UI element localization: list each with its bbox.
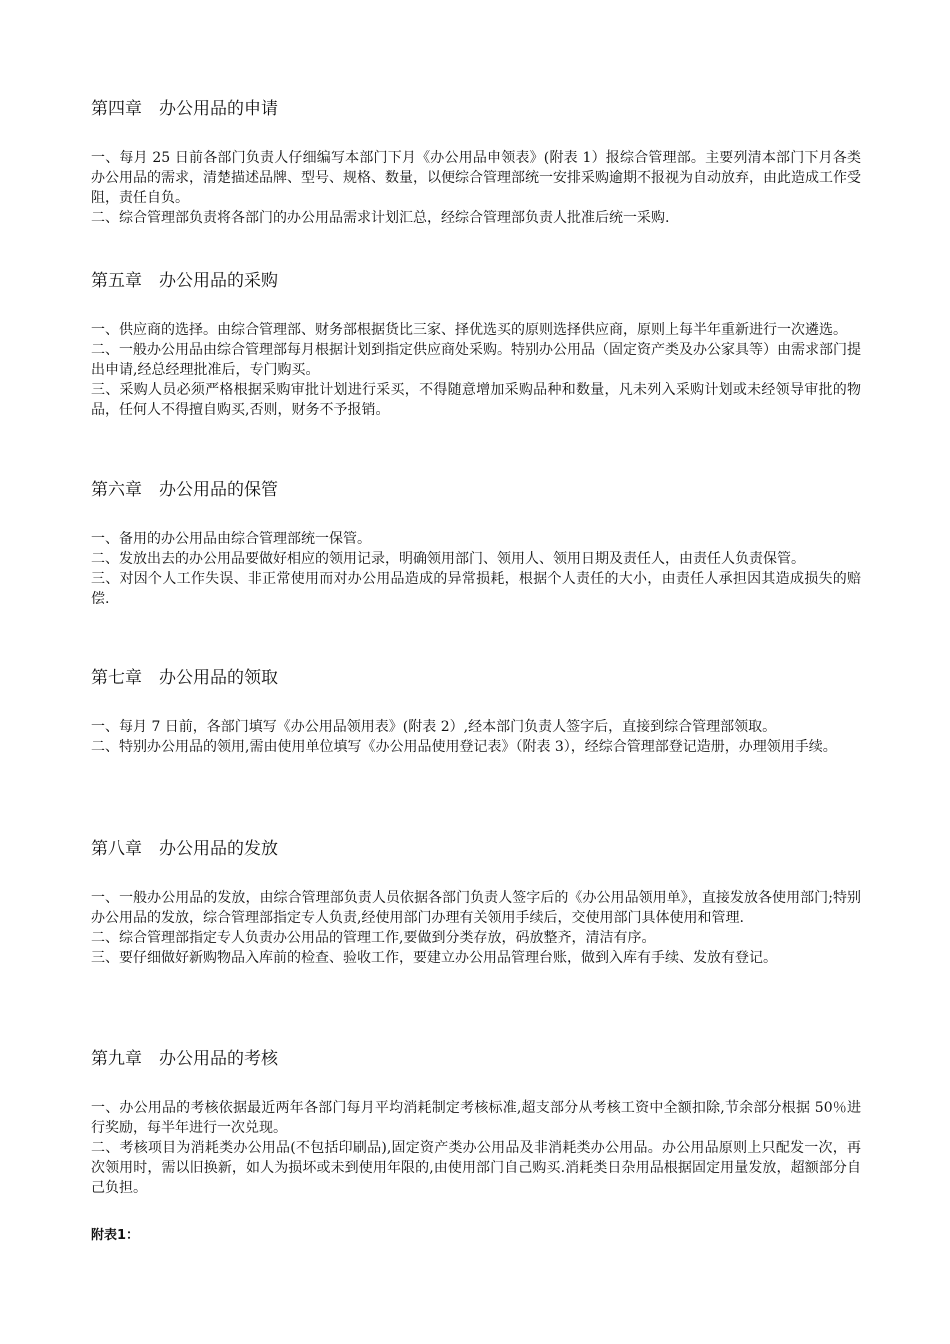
chapter-title: 第五章 办公用品的采购: [91, 271, 278, 291]
paragraph: 三、对因个人工作失误、非正常使用而对办公用品造成的异常损耗，根据个人责任的大小，由责任人承担因其造成损失的赔偿.: [91, 571, 861, 607]
paragraph: 一、每月 7 日前，各部门填写《办公用品领用表》(附表 2）,经本部门负责人签字后，直接到综合管理部领取。: [91, 719, 777, 735]
paragraph: 二、特别办公用品的领用,需由使用单位填写《办公用品使用登记表》（附表 3），经综合管理部登记造册，办理领用手续。: [91, 739, 837, 755]
paragraph: 一、一般办公用品的发放，由综合管理部负责人员依据各部门负责人签字后的《办公用品领用单》，直接发放各使用部门;特别办公用品的发放，综合管理部指定专人负责,经使用部门办理有关领用手续后，交使用部门具体使用和管理.: [91, 890, 861, 926]
chapter-body: [91, 148, 861, 228]
chapter-9: [91, 1048, 861, 1198]
paragraph: 一、供应商的选择。由综合管理部、财务部根据货比三家、择优选买的原则选择供应商，原则上每半年重新进行一次遴选。: [91, 322, 847, 338]
chapter-title: 第九章 办公用品的考核: [91, 1049, 278, 1069]
chapter-body: [91, 320, 861, 420]
chapter-title: 第八章 办公用品的发放: [91, 839, 278, 859]
chapter-body: [91, 888, 861, 968]
chapter-body: [91, 1098, 861, 1198]
paragraph: 二、发放出去的办公用品要做好相应的领用记录，明确领用部门、领用人、领用日期及责任人，由责任人负责保管。: [91, 551, 805, 567]
chapter-7: [91, 667, 861, 757]
chapter-4: [91, 98, 861, 228]
paragraph: 一、每月 25 日前各部门负责人仔细编写本部门下月《办公用品申领表》(附表 1）报综合管理部。主要列清本部门下月各类办公用品的需求，清楚描述品牌、型号、规格、数量，以便综合管理部统一安排采购逾期不报视为自动放弃，由此造成工作受阻，责任自负。: [91, 150, 861, 206]
paragraph: 二、一般办公用品由综合管理部每月根据计划到指定供应商处采购。特别办公用品（固定资产类及办公家具等）由需求部门提出申请,经总经理批准后，专门购买。: [91, 342, 861, 378]
paragraph: 一、办公用品的考核依据最近两年各部门每月平均消耗制定考核标准,超支部分从考核工资中全额扣除,节余部分根据 50％进行奖励，每半年进行一次兑现。: [91, 1100, 861, 1136]
chapter-body: [91, 717, 861, 757]
paragraph: 一、备用的办公用品由综合管理部统一保管。: [91, 531, 371, 547]
chapter-title: 第七章 办公用品的领取: [91, 668, 278, 688]
paragraph: 三、要仔细做好新购物品入库前的检查、验收工作，要建立办公用品管理台账，做到入库有手续、发放有登记。: [91, 950, 777, 966]
chapter-title: 第六章 办公用品的保管: [91, 480, 278, 500]
chapter-6: [91, 479, 861, 609]
chapter-5: [91, 270, 861, 420]
chapter-body: [91, 529, 861, 609]
paragraph: 二、综合管理部负责将各部门的办公用品需求计划汇总，经综合管理部负责人批准后统一采购.: [91, 210, 670, 226]
chapter-8: [91, 838, 861, 968]
paragraph: 三、采购人员必须严格根据采购审批计划进行采买，不得随意增加采购品种和数量，凡未列入采购计划或未经领导审批的物品，任何人不得擅自购买,否则，财务不予报销。: [91, 382, 861, 418]
paragraph: 二、考核项目为消耗类办公用品(不包括印刷品),固定资产类办公用品及非消耗类办公用品。办公用品原则上只配发一次，再次领用时，需以旧换新，如人为损坏或未到使用年限的,由使用部门自己购买.消耗类日杂用品根据固定用量发放，超额部分自己负担。: [91, 1140, 861, 1196]
paragraph: 二、综合管理部指定专人负责办公用品的管理工作,要做到分类存放，码放整齐，清洁有序。: [91, 930, 656, 946]
chapter-title: 第四章 办公用品的申请: [91, 99, 278, 119]
appendix-label: 附表1：: [91, 1228, 140, 1243]
